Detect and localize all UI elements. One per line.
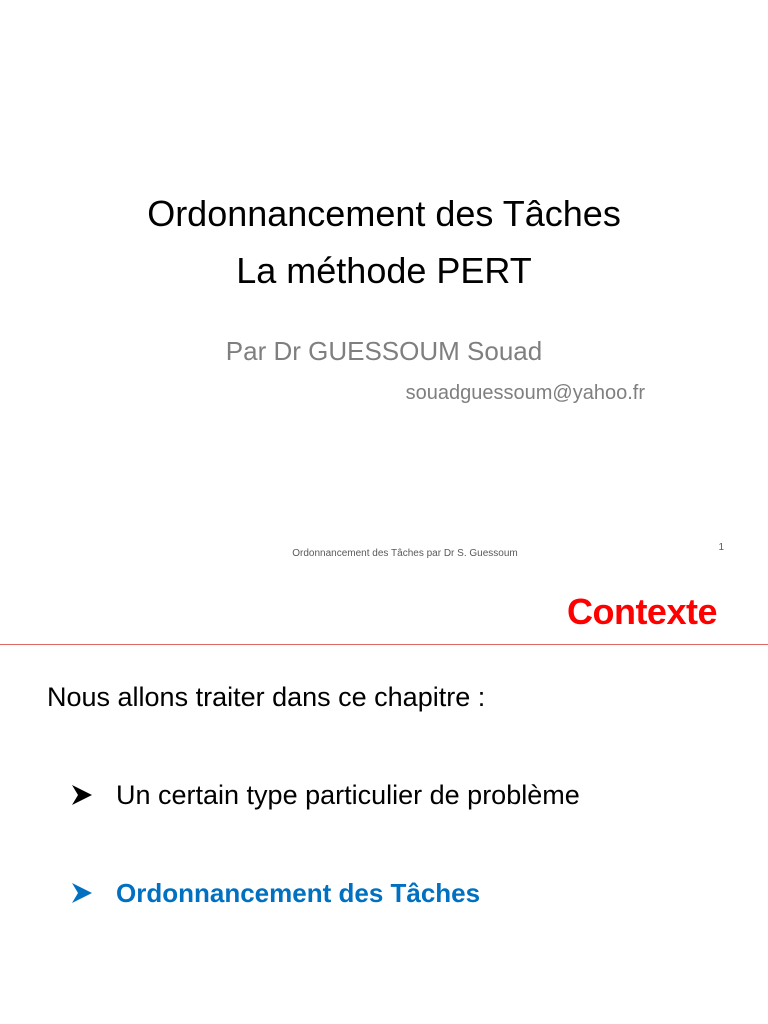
content-slide xyxy=(0,576,768,1024)
author-name: Par Dr GUESSOUM Souad xyxy=(225,336,543,366)
arrow-bullet-icon xyxy=(70,783,94,807)
title-line-2: La méthode PERT xyxy=(236,250,532,291)
bullet-item xyxy=(70,778,580,812)
intro-text: Nous allons traiter dans ce chapitre : xyxy=(47,682,486,712)
bullet-text: Ordonnancement des Tâches xyxy=(116,878,481,908)
title-line-1: Ordonnancement des Tâches xyxy=(147,193,621,234)
section-heading: Contexte xyxy=(566,591,717,632)
bullet-item-highlight xyxy=(70,876,480,910)
arrow-bullet-icon xyxy=(70,881,94,905)
slide-footer: Ordonnancement des Tâches par Dr S. Guessoum xyxy=(292,548,518,559)
bullet-text: Un certain type particulier de problème xyxy=(116,780,580,810)
heading-divider xyxy=(0,644,768,645)
author-email: souadguessoum@yahoo.fr xyxy=(405,382,645,404)
page-number: 1 xyxy=(718,542,724,553)
